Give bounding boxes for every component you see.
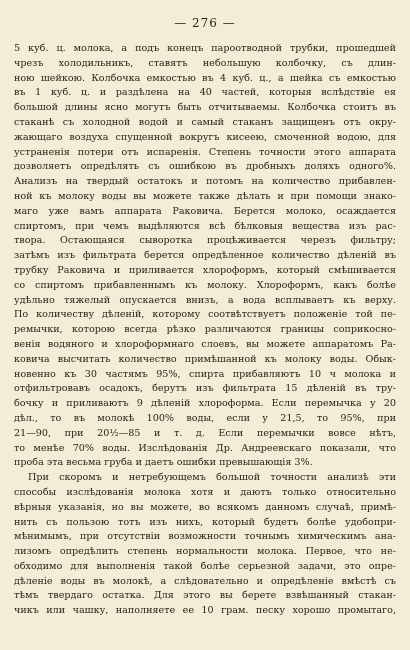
text-line: стаканѣ съ холодной водой и самый стаканъ защищенъ отъ окру- bbox=[14, 116, 396, 128]
text-line: тѣмъ твердаго остатка. Для этого вы берете взвѣшанный стакан- bbox=[14, 590, 396, 602]
text-line: 21—90, при 20½—85 и т. д. Если перемычки вовсе нѣтъ, bbox=[14, 427, 396, 439]
text-line: удѣльно тяжелый опускается внизъ, а вода всплываетъ къ верху. bbox=[14, 294, 396, 306]
text-line: бочку и приливаютъ 9 дѣленій хлороформа. Если перемычка у 20 bbox=[14, 398, 396, 410]
paragraph-2 bbox=[14, 471, 396, 619]
text-line: дѣленіе воды въ молокѣ, а слѣдовательно и опредѣленіе вмѣстѣ съ bbox=[14, 575, 396, 587]
text-line: способы изслѣдованія молока хотя и даютъ только относительно bbox=[14, 486, 396, 498]
text-line: твора. Остающаяся сыворотка процѣживается черезъ фильтру; bbox=[14, 235, 396, 247]
text-line: 5 куб. ц. молока, а подъ конецъ пароотводной трубки, прошедшей bbox=[14, 43, 396, 54]
text-line: большой длины ясно могутъ быть отчитываемы. Колбочка стоитъ въ bbox=[14, 102, 396, 114]
text-line: мѣнимымъ, при отсутствіи возможности точнымъ химическимъ ана- bbox=[14, 531, 396, 543]
text-line: Анализъ на твердый остатокъ и потомъ на количество прибавлен- bbox=[14, 176, 396, 188]
page-number: — 276 — bbox=[174, 16, 236, 30]
text-line: вѣрныя указанія, но вы можете, во всякомъ данномъ случаѣ, примѣ- bbox=[14, 501, 396, 513]
text-line: венія водяного и хлороформнаго слоевъ, вы можете аппаратомъ Ра- bbox=[14, 338, 396, 350]
text-line: маго уже вамъ аппарата Раковича. Берется молоко, осаждается bbox=[14, 205, 396, 217]
text-line: При скоромъ и нетребующемъ большой точности анализѣ эти bbox=[28, 472, 396, 484]
text-line: ковича высчитать количество примѣшанной къ молоку воды. Обык- bbox=[14, 353, 396, 365]
text-line: спиртомъ, при чемъ выдѣляются всѣ бѣлковыя вещества изъ рас- bbox=[14, 220, 396, 232]
text-line: устраненія потери отъ испаренія. Степень точности этого аппарата bbox=[14, 146, 396, 158]
text-line: ною шейкою. Колбочка емкостью въ 4 куб. ц., а шейка съ емкостью bbox=[14, 72, 396, 84]
text-line: проба эта весьма груба и даетъ ошибки превышающія 3%. bbox=[14, 457, 313, 469]
text-line: затѣмъ изъ фильтрата берется опредѣленное количество дѣленій въ bbox=[14, 250, 396, 262]
text-line: въ 1 куб. ц. и раздѣлена на 40 частей, которыя вслѣдствіе ея bbox=[14, 87, 396, 99]
text-line: со спиртомъ прибавленнымъ къ молоку. Хлороформъ, какъ болѣе bbox=[14, 279, 396, 291]
text-line: отфильтровавъ осадокъ, берутъ изъ фильтрата 15 дѣленій въ тру- bbox=[14, 383, 396, 395]
text-line: дозволяетъ опредѣлять съ ошибкою въ дробныхъ доляхъ одного%. bbox=[14, 161, 396, 173]
text-line: трубку Раковича и приливается хлороформъ, который смѣшивается bbox=[14, 264, 396, 276]
text-line: ной къ молоку воды вы можете также дѣлать и при помощи знако- bbox=[14, 190, 396, 202]
text-line: то менѣе 70% воды. Изслѣдованія Др. Андреевскаго показали, что bbox=[14, 442, 396, 454]
paragraph-1 bbox=[14, 42, 396, 471]
text-line: лизомъ опредѣлить степень нормальности молока. Первое, что не- bbox=[14, 546, 396, 558]
text-line: нить съ пользою тотъ изъ нихъ, который будетъ болѣе удобопри- bbox=[14, 516, 396, 528]
text-line: дѣл., то въ молокѣ 100% воды, если у 21,5, то 95%, при bbox=[14, 412, 396, 424]
text-line: ремычки, которою всегда рѣзко различаются границы соприкосно- bbox=[14, 324, 396, 336]
text-line: По количеству дѣленій, которому соотвѣтствуетъ положеніе той пе- bbox=[14, 309, 396, 321]
text-line: обходимо для выполненія такой болѣе серьезной задачи, это опре- bbox=[14, 560, 396, 572]
body-text bbox=[14, 42, 396, 619]
text-line: новенно къ 30 частямъ 95%, спирта прибавляютъ 10 ч молока и bbox=[14, 368, 396, 380]
text-line: чрезъ холодильникъ, ставятъ небольшую колбочку, съ длин- bbox=[14, 57, 396, 69]
text-line: жающаго воздуха спущенной вокругъ кисеею, смоченной водою, для bbox=[14, 131, 396, 143]
text-line: чикъ или чашку, наполняете ее 10 грам. песку хорошо промытаго, bbox=[14, 605, 396, 617]
